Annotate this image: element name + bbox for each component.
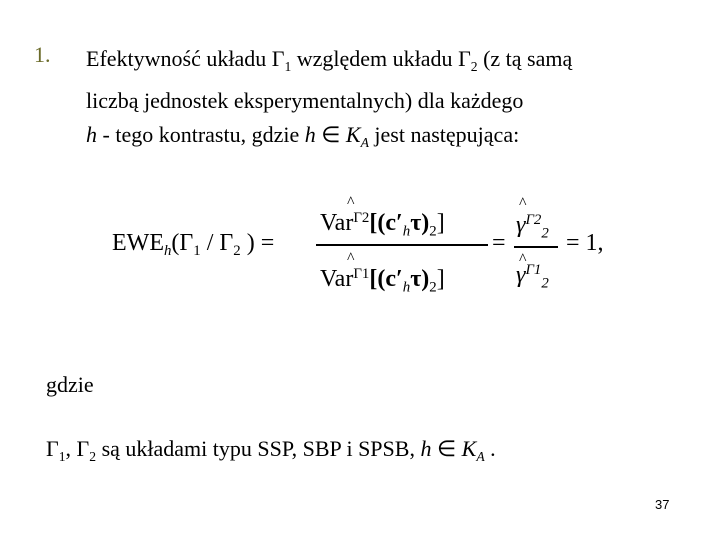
text-run: τ) — [410, 266, 430, 293]
text-run: [(c′ — [369, 210, 403, 237]
subscript: 1 — [284, 58, 292, 74]
text-line-2: liczbą jednostek eksperymentalnych) dla każdego — [86, 87, 524, 113]
text-run: ] — [436, 266, 445, 293]
text-run: względem układu — [291, 46, 459, 71]
subscript: 2 — [429, 279, 437, 296]
subscript: h — [163, 243, 172, 260]
text-run: (z tą samą — [477, 46, 573, 71]
text-run: ] — [436, 210, 445, 237]
gamma-numerator — [516, 212, 549, 242]
text-run: są układami typu SSP, SBP i SPSB, — [96, 436, 421, 461]
definition-line — [46, 436, 496, 465]
subscript: 2 — [541, 225, 549, 242]
var-K: K — [345, 121, 361, 147]
fraction-bar — [316, 244, 488, 246]
text-run: (Γ — [171, 230, 194, 256]
var-text: Var — [320, 210, 354, 237]
gamma-symbol: γ — [516, 212, 526, 239]
var-h: h — [86, 121, 97, 147]
subscript: h — [402, 223, 411, 240]
gamma-symbol: Γ — [458, 46, 471, 71]
page-number: 37 — [655, 497, 670, 512]
text-run: , Γ — [65, 436, 90, 461]
subscript: h — [402, 279, 411, 296]
subscript: 2 — [470, 58, 478, 74]
var-h: h — [304, 121, 316, 147]
numerator — [320, 210, 445, 240]
formula-result: = 1, — [566, 230, 604, 256]
ewe-text: EWE — [112, 230, 164, 256]
element-of-symbol: ∈ — [315, 121, 346, 147]
var-text: Var — [320, 266, 354, 293]
hat-symbol: ^ — [519, 195, 527, 212]
gamma-denominator — [516, 262, 549, 292]
subscript: A — [360, 134, 369, 150]
text-run: jest następująca: — [368, 121, 520, 147]
superscript: Γ1 — [353, 266, 370, 282]
gamma-symbol: γ — [516, 262, 526, 289]
text-run: . — [484, 436, 496, 461]
text-run: ) = — [240, 230, 275, 256]
hat-symbol: ^ — [347, 250, 355, 267]
list-item-number: 1. — [34, 42, 51, 67]
subscript: 2 — [541, 275, 549, 292]
formula-lhs — [112, 230, 274, 260]
element-of-symbol: ∈ — [431, 436, 462, 461]
text-run: [(c′ — [369, 266, 403, 293]
text-run: τ) — [410, 210, 430, 237]
hat-symbol: ^ — [347, 194, 355, 211]
subscript: A — [476, 448, 485, 464]
superscript: Γ1 — [525, 262, 542, 278]
text-run: Efektywność układu — [86, 46, 272, 71]
subscript: 2 — [89, 448, 97, 464]
where-label: gdzie — [46, 372, 94, 397]
subscript: 1 — [58, 448, 66, 464]
var-K: K — [461, 436, 477, 461]
var-h: h — [420, 436, 432, 461]
denominator — [320, 266, 445, 296]
text-run: / Γ — [200, 230, 234, 256]
gamma-symbol: Γ — [46, 436, 59, 461]
subscript: 1 — [193, 243, 201, 260]
fraction-bar — [514, 246, 558, 248]
text-run: - tego kontrastu, gdzie — [97, 121, 305, 147]
equals-sign: = — [492, 230, 506, 256]
gamma-symbol: Γ — [271, 46, 285, 71]
hat-symbol: ^ — [519, 251, 527, 268]
superscript: Γ2 — [525, 212, 542, 228]
superscript: Γ2 — [353, 210, 370, 226]
subscript: 2 — [233, 243, 241, 260]
subscript: 2 — [429, 223, 437, 240]
